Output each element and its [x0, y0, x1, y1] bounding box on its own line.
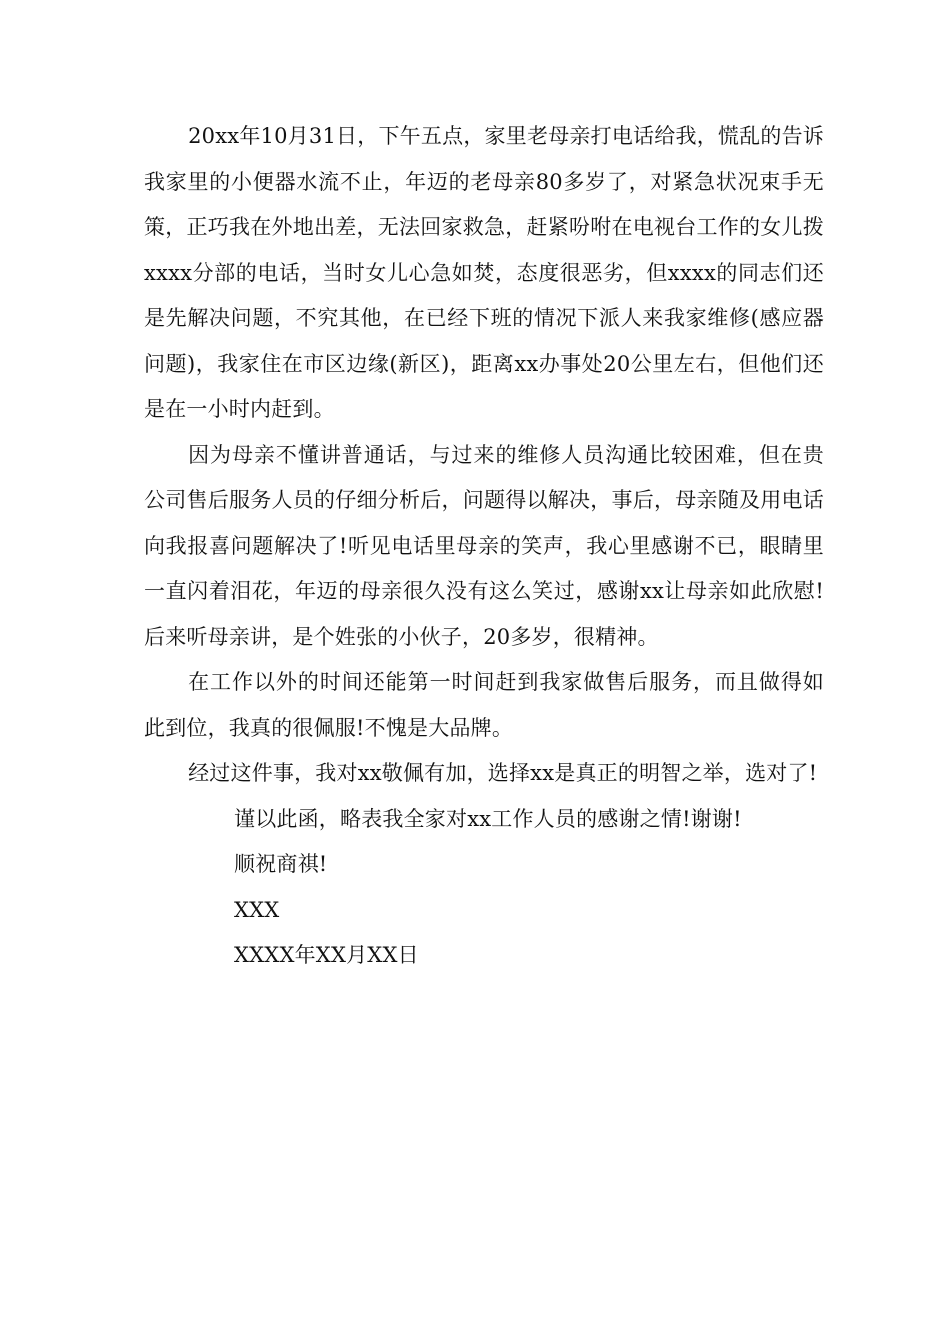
paragraph-3: 在工作以外的时间还能第一时间赶到我家做售后服务，而且做得如此到位，我真的很佩服!不愧是大品牌。	[144, 670, 824, 740]
paragraph-4: 经过这件事，我对xx敬佩有加，选择xx是真正的明智之举，选对了!	[188, 761, 818, 785]
letter-body	[144, 114, 824, 979]
signature: XXX	[234, 897, 280, 922]
paragraph-2: 因为母亲不懂讲普通话，与过来的维修人员沟通比较困难，但在贵公司售后服务人员的仔细分析后，问题得以解决，事后，母亲随及用电话向我报喜问题解决了!听见电话里母亲的笑声，我心里感谢不已，眼睛里一直闪着泪花，年迈的母亲很久没有这么笑过，感谢xx让母亲如此欣慰!后来听母亲讲，是个姓张的小伙子，20多岁，很精神。	[144, 442, 824, 649]
closing-wishes: 顺祝商祺!	[234, 852, 328, 876]
letter-date: XXXX年XX月XX日	[234, 943, 419, 967]
closing-thanks: 谨以此函，略表我全家对xx工作人员的感谢之情!谢谢!	[234, 806, 742, 831]
paragraph-1: 20xx年10月31日，下午五点，家里老母亲打电话给我，慌乱的告诉我家里的小便器水流不止，年迈的老母亲80多岁了，对紧急状况束手无策，正巧我在外地出差，无法回家救急，赶紧吩咐在电视台工作的女儿拨xxxx分部的电话，当时女儿心急如焚，态度很恶劣，但xxxx的同志们还是先解决问题，不究其他，在已经下班的情况下派人来我家维修(感应器问题)，我家住在市区边缘(新区)，距离xx办事处20公里左右，但他们还是在一小时内赶到。	[144, 124, 824, 421]
